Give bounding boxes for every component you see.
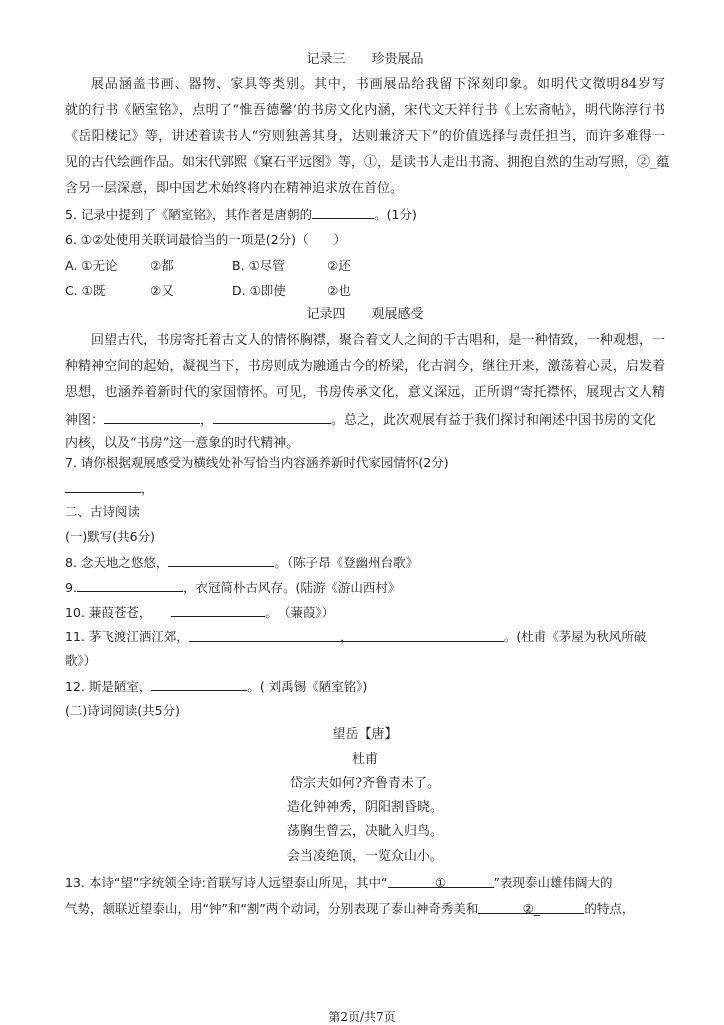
subsection-poem-reading: (二)诗词阅读(共5分) [65, 703, 180, 718]
q13-blank-1[interactable] [388, 875, 494, 888]
question-13 [65, 875, 665, 891]
question-10 [65, 604, 665, 621]
poem-author: 杜甫 [351, 752, 378, 767]
section-2-title: 二、古诗阅读 [65, 504, 141, 519]
q6-option-d[interactable]: D. ①即使 [232, 283, 286, 298]
record4-line: 回望古代，书房寄托着古文人的情怀胸襟，聚合着文人之间的千古唱和，是一种情致，一种观想，一 [91, 333, 665, 348]
q6-option-c[interactable]: C. ①既 [65, 283, 106, 298]
poem-title: 望岳【唐】 [332, 727, 398, 742]
q5-answer-blank[interactable] [312, 206, 374, 219]
record4-title: 记录四 观展感受 [306, 307, 424, 322]
q11-source: 。(杜甫《茅屋为秋风所破 [503, 629, 647, 644]
q7-comma: ， [141, 481, 154, 496]
question-13-line2 [65, 901, 665, 917]
question-5 [65, 206, 665, 223]
q6-option-b-2: ②还 [327, 258, 351, 273]
q13-text: 13. 本诗“望”字统领全诗:首联写诗人远望泰山所见，其中“ [65, 875, 388, 890]
poem-line: 荡胸生曾云，决眦入归鸟。 [286, 824, 443, 839]
record3-line: 《岳阳楼记》等，讲述着读书人“穷则独善其身，达则兼济天下”的价值选择与责任担当，而许多难得一 [65, 129, 665, 144]
q8-text: 8. 念天地之悠悠， [65, 555, 169, 570]
q5-points: 。(1分) [374, 207, 417, 222]
q13-text-end: ”表现泰山雄伟阔大的 [493, 875, 613, 890]
question-7: 7. 请你根据观展感受为横线处补写恰当内容涵养新时代家园情怀(2分) [65, 455, 449, 470]
record3-line: 含另一层深意，即中国艺术始终将内在精神追求放在首位。 [65, 181, 404, 196]
record3-line: 见的古代绘画作品。如宋代郭熙《窠石平远图》等，①，是读书人走出书斋、拥抱自然的生动写照，②_蕴 [65, 155, 670, 170]
q13-text-2-end: 的特点， [584, 901, 635, 916]
q11-comma: ， [340, 629, 353, 644]
record3-title: 记录三 珍贵展品 [306, 52, 424, 67]
q10-blank[interactable] [171, 604, 265, 617]
q12-text: 12. 斯是陋室， [65, 679, 152, 694]
poem-line: 造化钟神秀，阴阳割昏晓。 [286, 800, 443, 815]
q13-blank-1-label: ① [434, 875, 447, 890]
poem-line: 岱宗夫如何?齐鲁青未了。 [290, 776, 440, 791]
q10-text: 10. 蒹葭苍苍， [65, 605, 152, 620]
q10-source: 。 （蒹葭》） [265, 605, 335, 620]
record4-blank-2[interactable] [213, 411, 331, 424]
q8-source: 。（陈子昂《登幽州台歌》 [274, 555, 419, 570]
record3-line: 就的行书《陋室铭》，点明了“惟吾德馨’的书房文化内涵，宋代文天祥行书《上宏斋帖》，明代陈淳行书 [65, 103, 665, 118]
q9-number: 9. [65, 580, 77, 595]
q13-text-2: 气势，颔联近望泰山，用“钟”和“割”两个动词，分别表现了泰山神奇秀美和 [65, 901, 479, 916]
question-6: 6. ①②处使用关联词最恰当的一项是(2分)（ ） [65, 232, 347, 247]
record4-line4-start: 神图： [65, 413, 105, 428]
q7-answer-blank[interactable] [65, 480, 141, 493]
q6-option-c-2: ②又 [150, 283, 174, 298]
record4-comma: ， [200, 413, 214, 428]
q9-text: ，衣冠简朴古风存。(陆游《游山西村》 [182, 580, 401, 595]
q11-text: 11. 茅飞渡江洒江郊， [65, 629, 189, 644]
subsection-dictation: (一)默写(共6分) [65, 529, 155, 544]
record4-line: 内核，以及“书房”这一意象的时代精神。 [65, 436, 300, 451]
q6-option-b[interactable]: B. ①尽管 [232, 258, 285, 273]
record4-line: 思想，也涵养着新时代的家国情怀。可见，书房传承文化，意义深远，正所谓“寄托襟怀，展现古文人精 [65, 385, 665, 400]
q6-option-a-2: ②都 [150, 258, 174, 273]
record3-line: 展品涵盖书画、器物、家具等类别。其中，书画展品给我留下深刻印象。如明代文徵明84岁写 [91, 77, 665, 92]
record4-line [65, 411, 665, 429]
poem-line: 会当凌绝顶，一览众山小。 [286, 849, 443, 864]
q13-blank-2[interactable] [478, 901, 584, 914]
q7-answer [65, 480, 665, 497]
q13-blank-2-label: ②_ [522, 901, 541, 916]
record4-line4-end: 。总之，此次观展有益于我们探讨和阐述中国书房的文化 [331, 413, 657, 428]
q12-source: 。( 刘禹锡《陋室铭》) [247, 679, 368, 694]
record4-line: 种精神空间的起始，凝视当下，书房则成为融通古今的桥梁，化古润今，继往开来，激荡着心灵，启发着 [65, 359, 665, 374]
question-9 [65, 579, 665, 596]
question-12 [65, 678, 665, 695]
q11-blank[interactable] [189, 629, 504, 642]
q6-option-d-2: ②也 [327, 283, 351, 298]
q6-option-a[interactable]: A. ①无论 [65, 258, 118, 273]
q8-blank[interactable] [168, 554, 274, 567]
q12-blank[interactable] [151, 678, 247, 691]
record4-blank-1[interactable] [104, 411, 200, 424]
q9-blank[interactable] [77, 579, 183, 592]
question-11 [65, 629, 665, 645]
q5-text: 5. 记录中提到了《陋室铭》，其作者是唐朝的 [65, 207, 313, 222]
page-number: 第2页/共7页 [328, 1010, 396, 1024]
question-8 [65, 554, 665, 571]
q11-source-cont: 歌》） [65, 653, 97, 668]
